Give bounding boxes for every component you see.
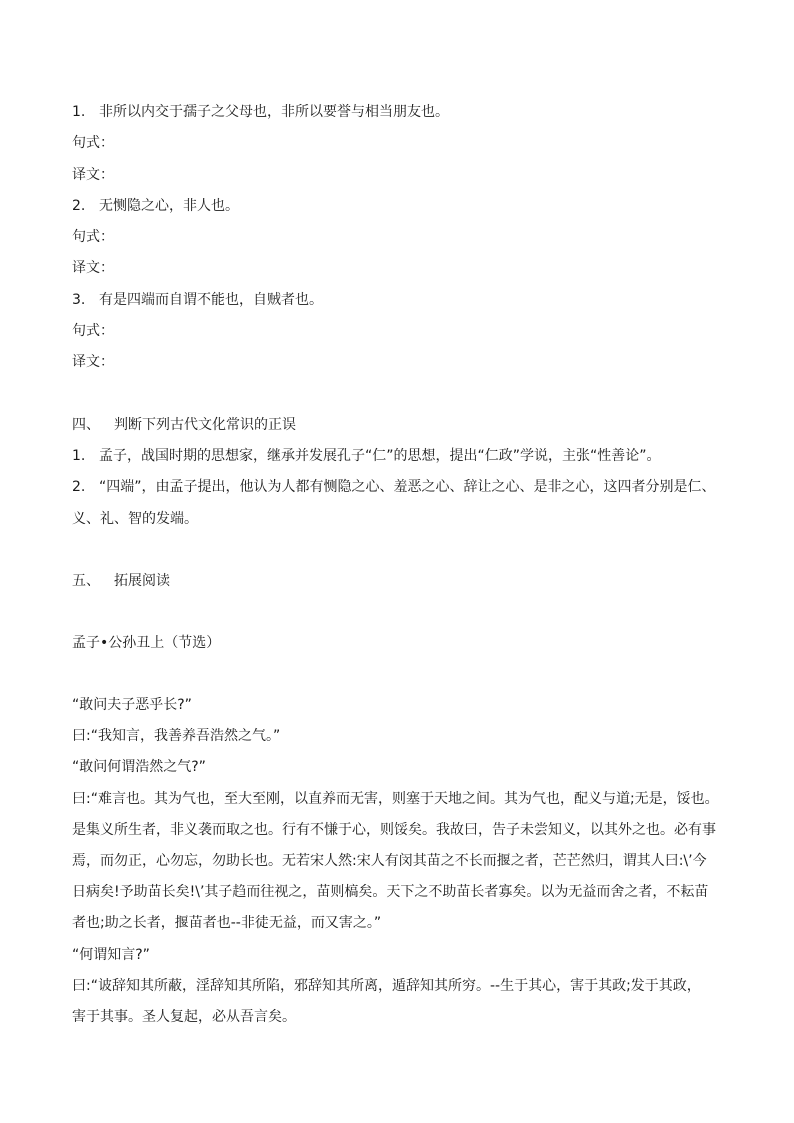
reading-line: 是集义所生者，非义袭而取之也。行有不慊于心，则馁矣。我故曰，告子未尝知义，以其外之也。必有事	[72, 822, 716, 838]
reading-line: “敢问夫子恶乎长?”	[72, 697, 192, 713]
translation-label: 译文：	[72, 354, 114, 370]
item-number: 3.	[72, 292, 86, 308]
section-heading-5	[72, 572, 170, 590]
section-title: 拓展阅读	[114, 573, 170, 589]
sentence-pattern-label: 句式：	[72, 229, 114, 245]
reading-line: 曰:“难言也。其为气也，至大至刚，以直养而无害，则塞于天地之间。其为气也，配义与道;无是，馁也。	[72, 791, 719, 807]
culture-item-2-continued: 义、礼、智的发端。	[72, 511, 198, 527]
sentence-1	[72, 103, 449, 121]
culture-item-1	[72, 447, 661, 465]
reading-line: “敢问何谓浩然之气?”	[72, 759, 206, 775]
sentence-pattern-label: 句式：	[72, 323, 114, 339]
translation-label: 译文：	[72, 260, 114, 276]
sentence-text: 有是四端而自谓不能也，自贼者也。	[99, 292, 323, 308]
reading-line: 曰:“诐辞知其所蔽，淫辞知其所陷，邪辞知其所离，遁辞知其所穷。--生于其心，害于其政;发于其政，	[72, 978, 701, 994]
section-title: 判断下列古代文化常识的正误	[114, 417, 296, 433]
reading-line: 曰:“我知言，我善养吾浩然之气。”	[72, 728, 281, 744]
item-number: 2.	[72, 198, 86, 214]
reading-line: 者也;助之长者，揠苗者也--非徒无益，而又害之。”	[72, 915, 382, 931]
item-number: 1.	[72, 448, 86, 464]
section-number: 四、	[72, 417, 100, 433]
sentence-2	[72, 197, 239, 215]
reading-line: 焉，而勿正，心勿忘，勿助长也。无若宋人然:宋人有闵其苗之不长而揠之者，芒芒然归，谓其人曰:\’今	[72, 853, 707, 869]
sentence-text: 无恻隐之心，非人也。	[99, 198, 239, 214]
reading-line: “何谓知言?”	[72, 947, 150, 963]
sentence-text: 非所以内交于孺子之父母也，非所以要誉与相当朋友也。	[99, 104, 449, 120]
culture-item-2	[72, 478, 716, 496]
item-number: 1.	[72, 104, 86, 120]
reading-title: 孟子•公孙丑上（节选）	[72, 635, 221, 651]
reading-line: 害于其事。圣人复起，必从吾言矣。	[72, 1009, 296, 1025]
item-number: 2.	[72, 479, 86, 495]
sentence-3	[72, 291, 323, 309]
item-text: “四端”，由孟子提出，他认为人都有恻隐之心、羞恶之心、辞让之心、是非之心，这四者分别是仁、	[99, 479, 716, 495]
item-text: 孟子，战国时期的思想家，继承并发展孔子“仁”的思想，提出“仁政”学说，主张“性善论”。	[99, 448, 661, 464]
sentence-pattern-label: 句式：	[72, 135, 114, 151]
section-heading-4	[72, 416, 296, 434]
reading-line: 日病矣!予助苗长矣!\’其子趋而往视之，苗则槁矣。天下之不助苗长者寡矣。以为无益而舍之者，不耘苗	[72, 884, 709, 900]
translation-label: 译文：	[72, 167, 114, 183]
section-number: 五、	[72, 573, 100, 589]
